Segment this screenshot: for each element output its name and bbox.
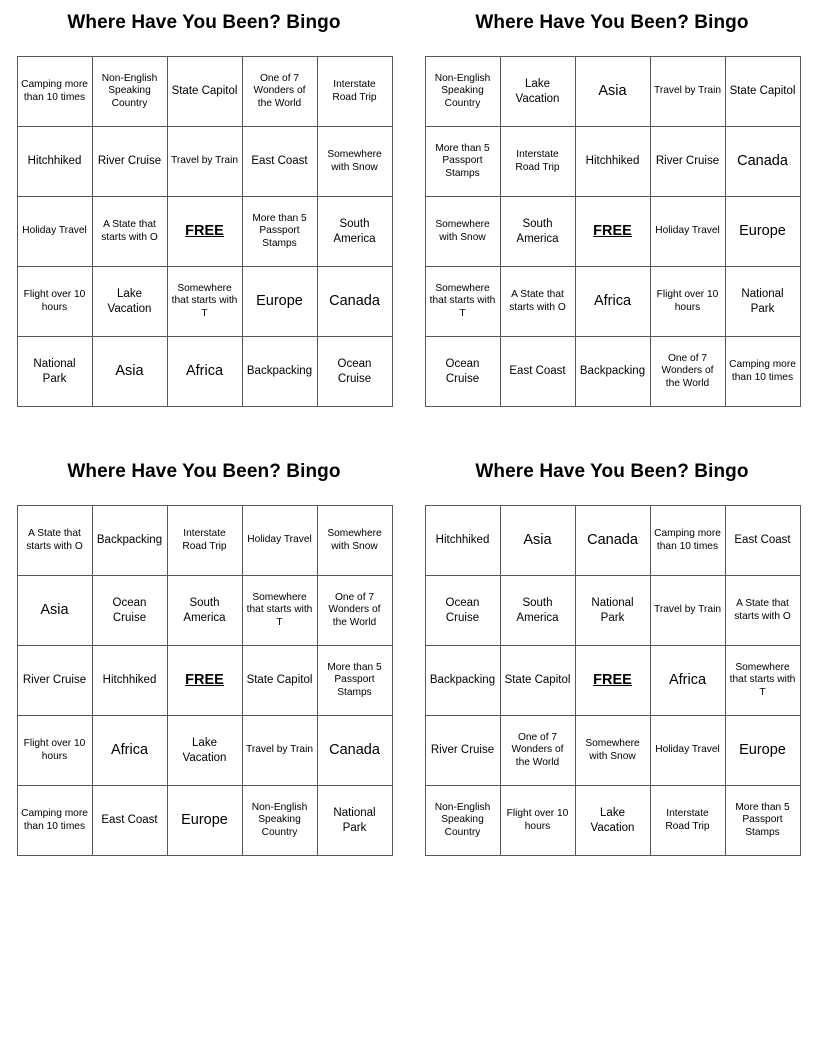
bingo-cell[interactable]: Canada xyxy=(575,506,650,576)
bingo-cell[interactable]: National Park xyxy=(317,786,392,856)
bingo-cell[interactable]: Europe xyxy=(242,267,317,337)
bingo-cell[interactable]: Flight over 10 hours xyxy=(500,786,575,856)
bingo-cell[interactable]: Ocean Cruise xyxy=(425,337,500,407)
bingo-cell[interactable]: Camping more than 10 times xyxy=(17,57,92,127)
bingo-cell[interactable]: Canada xyxy=(317,716,392,786)
bingo-cell[interactable]: Non-English Speaking Country xyxy=(425,786,500,856)
bingo-cell[interactable]: Europe xyxy=(725,716,800,786)
bingo-row xyxy=(425,127,800,197)
bingo-grid-body xyxy=(425,506,800,856)
bingo-cell[interactable]: Hitchhiked xyxy=(575,127,650,197)
bingo-cell[interactable]: Backpacking xyxy=(92,506,167,576)
bingo-cell[interactable]: Ocean Cruise xyxy=(317,337,392,407)
bingo-cell[interactable]: Flight over 10 hours xyxy=(17,267,92,337)
bingo-cell-free[interactable]: FREE xyxy=(575,197,650,267)
bingo-cell[interactable]: Hitchhiked xyxy=(92,646,167,716)
bingo-cell[interactable]: National Park xyxy=(725,267,800,337)
bingo-cell[interactable]: Africa xyxy=(650,646,725,716)
bingo-cell[interactable]: Asia xyxy=(92,337,167,407)
bingo-cell[interactable]: Africa xyxy=(575,267,650,337)
bingo-grid-body xyxy=(17,57,392,407)
bingo-cell[interactable]: South America xyxy=(500,197,575,267)
bingo-row xyxy=(425,267,800,337)
bingo-card-3 xyxy=(0,449,408,898)
bingo-row xyxy=(17,716,392,786)
bingo-cell[interactable]: Lake Vacation xyxy=(167,716,242,786)
bingo-row xyxy=(17,506,392,576)
bingo-cell[interactable]: Lake Vacation xyxy=(575,786,650,856)
bingo-cell[interactable]: Holiday Travel xyxy=(650,716,725,786)
bingo-cell[interactable]: River Cruise xyxy=(92,127,167,197)
bingo-cell[interactable]: State Capitol xyxy=(167,57,242,127)
bingo-cell[interactable]: National Park xyxy=(17,337,92,407)
bingo-row xyxy=(425,646,800,716)
bingo-cell[interactable]: More than 5 Passport Stamps xyxy=(725,786,800,856)
bingo-cell[interactable]: Holiday Travel xyxy=(650,197,725,267)
bingo-cell[interactable]: State Capitol xyxy=(500,646,575,716)
bingo-cell[interactable]: Travel by Train xyxy=(650,57,725,127)
card-title: Where Have You Been? Bingo xyxy=(475,12,749,33)
bingo-cell[interactable]: Asia xyxy=(500,506,575,576)
bingo-card-1 xyxy=(0,0,408,449)
bingo-cell[interactable]: Interstate Road Trip xyxy=(167,506,242,576)
bingo-cell[interactable]: East Coast xyxy=(725,506,800,576)
bingo-grid xyxy=(17,56,393,407)
bingo-cell[interactable]: More than 5 Passport Stamps xyxy=(242,197,317,267)
bingo-cell-free[interactable]: FREE xyxy=(167,197,242,267)
bingo-cell[interactable]: Somewhere with Snow xyxy=(575,716,650,786)
card-title: Where Have You Been? Bingo xyxy=(67,12,341,33)
bingo-cell[interactable]: Non-English Speaking Country xyxy=(425,57,500,127)
bingo-row xyxy=(425,57,800,127)
bingo-cell[interactable]: Hitchhiked xyxy=(17,127,92,197)
bingo-cell[interactable]: Somewhere that starts with T xyxy=(242,576,317,646)
bingo-cell[interactable]: Interstate Road Trip xyxy=(500,127,575,197)
bingo-cell[interactable]: River Cruise xyxy=(17,646,92,716)
bingo-grid xyxy=(17,505,393,856)
bingo-cell[interactable]: National Park xyxy=(575,576,650,646)
bingo-cell[interactable]: Non-English Speaking Country xyxy=(92,57,167,127)
bingo-cell[interactable]: A State that starts with O xyxy=(17,506,92,576)
bingo-cell[interactable]: River Cruise xyxy=(650,127,725,197)
bingo-row xyxy=(425,786,800,856)
bingo-cell[interactable]: Somewhere that starts with T xyxy=(167,267,242,337)
bingo-cell[interactable]: East Coast xyxy=(92,786,167,856)
bingo-row xyxy=(425,506,800,576)
bingo-cell[interactable]: Somewhere that starts with T xyxy=(725,646,800,716)
bingo-cell[interactable]: A State that starts with O xyxy=(500,267,575,337)
bingo-cell[interactable]: One of 7 Wonders of the World xyxy=(500,716,575,786)
bingo-cell[interactable]: Africa xyxy=(167,337,242,407)
bingo-row xyxy=(17,786,392,856)
bingo-cell-free[interactable]: FREE xyxy=(167,646,242,716)
bingo-cell[interactable]: Ocean Cruise xyxy=(425,576,500,646)
bingo-cell[interactable]: More than 5 Passport Stamps xyxy=(317,646,392,716)
bingo-cell[interactable]: Travel by Train xyxy=(242,716,317,786)
bingo-cell[interactable]: Asia xyxy=(17,576,92,646)
bingo-cell[interactable]: Backpacking xyxy=(575,337,650,407)
bingo-cell[interactable]: Lake Vacation xyxy=(500,57,575,127)
bingo-card-4 xyxy=(408,449,816,898)
bingo-cell[interactable]: Backpacking xyxy=(425,646,500,716)
bingo-cell[interactable]: One of 7 Wonders of the World xyxy=(242,57,317,127)
bingo-cell[interactable]: East Coast xyxy=(242,127,317,197)
bingo-cell[interactable]: Backpacking xyxy=(242,337,317,407)
bingo-row xyxy=(17,337,392,407)
bingo-cell[interactable]: Holiday Travel xyxy=(17,197,92,267)
bingo-cell[interactable]: Europe xyxy=(725,197,800,267)
bingo-cell[interactable]: State Capitol xyxy=(242,646,317,716)
bingo-row xyxy=(425,716,800,786)
card-title: Where Have You Been? Bingo xyxy=(67,461,341,482)
bingo-cell[interactable]: Interstate Road Trip xyxy=(650,786,725,856)
bingo-cell[interactable]: Somewhere that starts with T xyxy=(425,267,500,337)
bingo-cell[interactable]: A State that starts with O xyxy=(92,197,167,267)
bingo-cell[interactable]: Camping more than 10 times xyxy=(17,786,92,856)
bingo-cell[interactable]: State Capitol xyxy=(725,57,800,127)
bingo-cell[interactable]: Travel by Train xyxy=(167,127,242,197)
card-title: Where Have You Been? Bingo xyxy=(475,461,749,482)
bingo-cell[interactable]: Flight over 10 hours xyxy=(17,716,92,786)
bingo-cell[interactable]: South America xyxy=(317,197,392,267)
bingo-cell[interactable]: Africa xyxy=(92,716,167,786)
bingo-cell[interactable]: Holiday Travel xyxy=(242,506,317,576)
bingo-row xyxy=(17,127,392,197)
bingo-cell[interactable]: Canada xyxy=(317,267,392,337)
bingo-cell[interactable]: Somewhere with Snow xyxy=(425,197,500,267)
bingo-cell[interactable]: One of 7 Wonders of the World xyxy=(650,337,725,407)
bingo-row xyxy=(425,337,800,407)
bingo-cell[interactable]: East Coast xyxy=(500,337,575,407)
bingo-cell[interactable]: Camping more than 10 times xyxy=(650,506,725,576)
bingo-cell-free[interactable]: FREE xyxy=(575,646,650,716)
bingo-cell[interactable]: Ocean Cruise xyxy=(92,576,167,646)
bingo-cell[interactable]: Somewhere with Snow xyxy=(317,127,392,197)
bingo-cell[interactable]: Interstate Road Trip xyxy=(317,57,392,127)
bingo-grid xyxy=(425,56,801,407)
bingo-cell[interactable]: Flight over 10 hours xyxy=(650,267,725,337)
bingo-cell[interactable]: One of 7 Wonders of the World xyxy=(317,576,392,646)
bingo-grid-body xyxy=(17,506,392,856)
bingo-row xyxy=(425,197,800,267)
bingo-cell[interactable]: Hitchhiked xyxy=(425,506,500,576)
bingo-row xyxy=(17,576,392,646)
bingo-cell[interactable]: Canada xyxy=(725,127,800,197)
bingo-row xyxy=(17,57,392,127)
bingo-cell[interactable]: South America xyxy=(500,576,575,646)
bingo-row xyxy=(425,576,800,646)
bingo-cell[interactable]: South America xyxy=(167,576,242,646)
bingo-row xyxy=(17,197,392,267)
bingo-cell[interactable]: Camping more than 10 times xyxy=(725,337,800,407)
bingo-row xyxy=(17,267,392,337)
bingo-cell[interactable]: Europe xyxy=(167,786,242,856)
bingo-cell[interactable]: Non-English Speaking Country xyxy=(242,786,317,856)
bingo-grid-body xyxy=(425,57,800,407)
bingo-row xyxy=(17,646,392,716)
bingo-cell[interactable]: Travel by Train xyxy=(650,576,725,646)
bingo-cell[interactable]: River Cruise xyxy=(425,716,500,786)
bingo-cell[interactable]: Somewhere with Snow xyxy=(317,506,392,576)
bingo-cell[interactable]: Asia xyxy=(575,57,650,127)
bingo-cell[interactable]: A State that starts with O xyxy=(725,576,800,646)
bingo-cell[interactable]: More than 5 Passport Stamps xyxy=(425,127,500,197)
bingo-cell[interactable]: Lake Vacation xyxy=(92,267,167,337)
bingo-grid xyxy=(425,505,801,856)
bingo-card-2 xyxy=(408,0,816,449)
